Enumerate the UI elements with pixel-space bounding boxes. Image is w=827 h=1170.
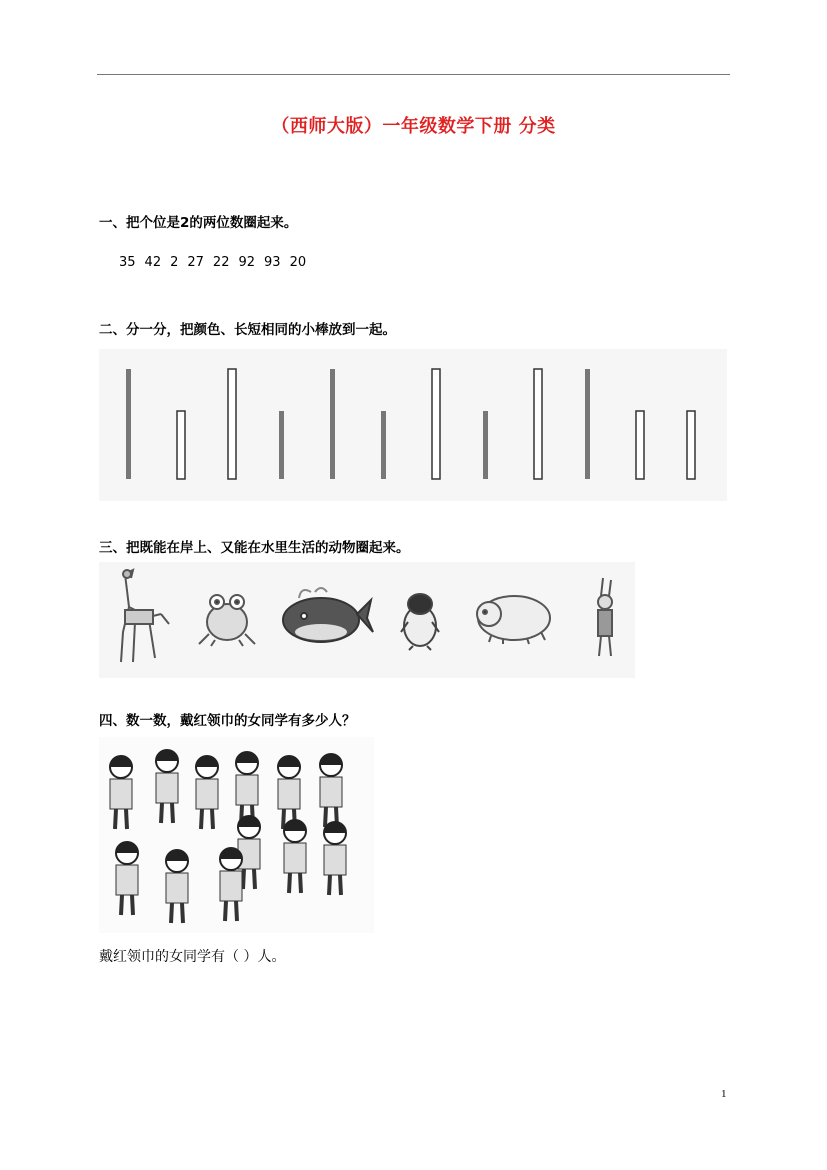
stick-long-outline[interactable] [534,369,542,479]
number-item[interactable]: 2 [170,255,179,270]
stick-short-outline[interactable] [636,411,644,479]
number-item[interactable]: 20 [289,255,307,270]
stick-long-outline[interactable] [228,369,236,479]
answer-line: 戴红领巾的女同学有（ ）人。 [99,949,286,965]
children-picture [99,737,374,933]
child-figure [196,756,218,829]
child-figure [284,820,306,893]
number-item[interactable]: 27 [187,255,204,270]
stick-long-dark[interactable] [330,369,335,479]
stick-short-outline[interactable] [177,411,185,479]
children-figure [99,737,374,933]
number-item[interactable]: 93 [264,255,281,270]
animals-figure [99,562,635,678]
header-rule [97,74,730,75]
question-2-text: 二、分一分，把颜色、长短相同的小棒放到一起。 [99,322,396,338]
sticks-panel [99,349,727,501]
question-3-text: 三、把既能在岸上、又能在水里生活的动物圈起来。 [99,540,410,556]
document-title: （西师大版）一年级数学下册 分类 [271,116,556,137]
stick-short-dark[interactable] [279,411,284,479]
child-figure [156,750,178,823]
number-item[interactable]: 42 [144,255,162,270]
giraffe-icon[interactable] [121,570,169,662]
child-figure [166,850,188,923]
child-figure [220,848,242,921]
stick-short-outline[interactable] [687,411,695,479]
stick-long-outline[interactable] [432,369,440,479]
stick-short-dark[interactable] [381,411,386,479]
child-figure [236,752,258,825]
question-1-text: 一、把个位是2的两位数圈起来。 [99,215,298,231]
bear-icon[interactable] [477,596,550,644]
frog-icon[interactable] [199,595,255,646]
animals-panel [99,562,635,678]
number-list [119,255,315,270]
sticks-figure [99,349,727,501]
stick-long-dark[interactable] [126,369,131,479]
child-figure [320,754,342,827]
child-figure [110,756,132,829]
stick-short-dark[interactable] [483,411,488,479]
number-item[interactable]: 22 [212,255,230,270]
number-item[interactable]: 35 [119,255,136,270]
child-figure [116,842,138,915]
stick-long-dark[interactable] [585,369,590,479]
child-figure [324,822,346,895]
page-number: 1 [721,1088,727,1100]
child-figure [278,756,300,829]
penguin-icon[interactable] [401,594,439,650]
rabbit-icon[interactable] [598,578,612,656]
number-item[interactable]: 92 [238,255,256,270]
whale-icon[interactable] [283,588,373,642]
question-4-text: 四、数一数，戴红领巾的女同学有多少人？ [99,713,356,729]
